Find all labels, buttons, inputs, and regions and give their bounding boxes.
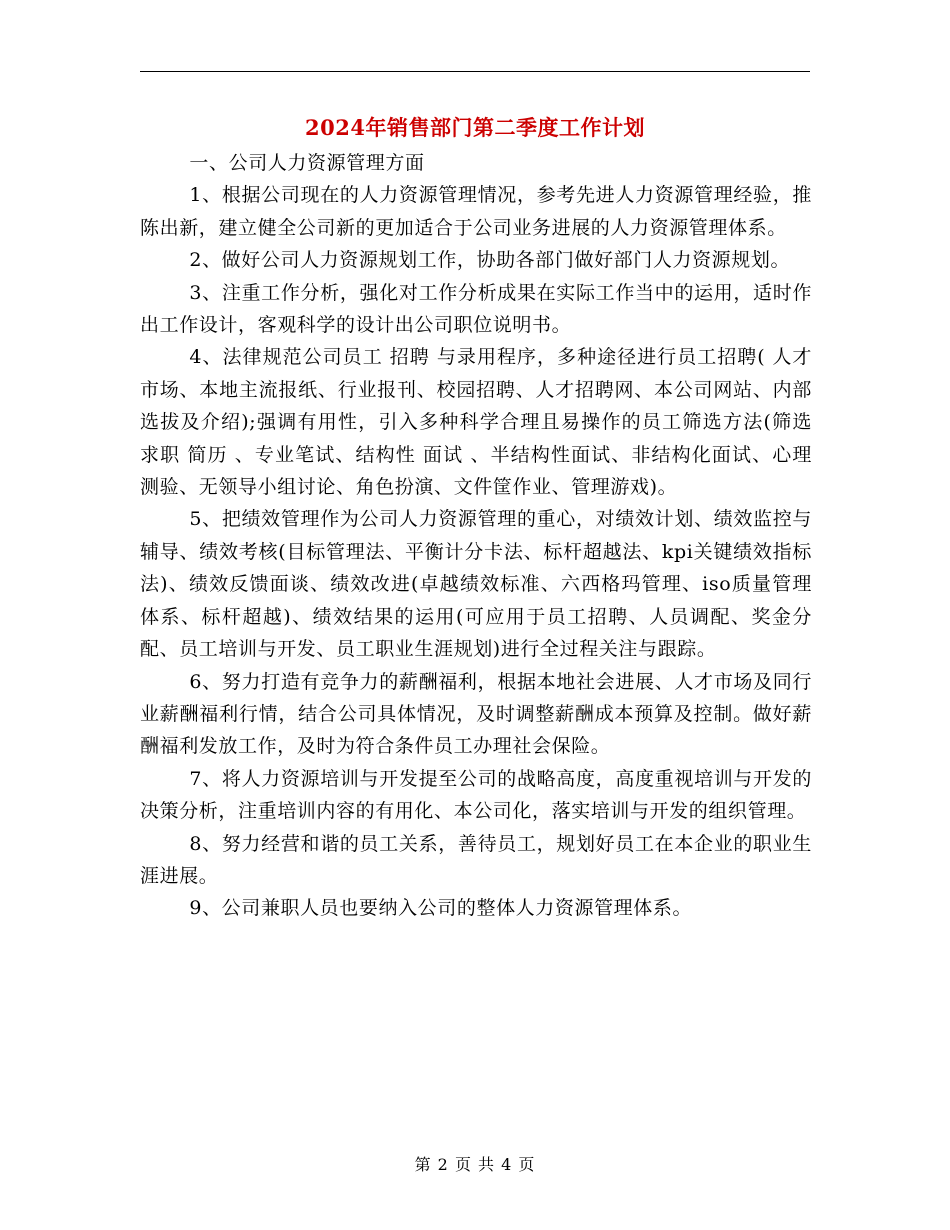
paragraph-4: 4、法律规范公司员工 招聘 与录用程序，多种途径进行员工招聘( 人才 市场、本地主流报纸、行业报刊、校园招聘、人才招聘网、本公司网站、内部选拔及介绍);强调有用性，引入多种科学合理且易操作的员工筛选方法(筛选 求职 简历 、专业笔试、结构性 面试 、半结构性面试、非结构化面试、心理测验、无领导小组讨论、角色扮演、文件筐作业、管理游戏)。 [140, 346, 812, 499]
paragraph-9: 9、公司兼职人员也要纳入公司的整体人力资源管理体系。 [189, 897, 693, 920]
document-body [140, 147, 812, 925]
section-heading-hr: 一、公司人力资源管理方面 [189, 152, 425, 174]
document-title: 2024年销售部门第二季度工作计划 [305, 115, 645, 140]
paragraph-7: 7、将人力资源培训与开发提至公司的战略高度，高度重视培训与开发的决策分析，注重培训内容的有用化、本公司化，落实培训与开发的组织管理。 [140, 767, 812, 823]
paragraph-2: 2、做好公司人力资源规划工作，协助各部门做好部门人力资源规划。 [189, 249, 791, 272]
paragraph-1: 1、根据公司现在的人力资源管理情况，参考先进人力资源管理经验，推陈出新，建立健全公司新的更加适合于公司业务进展的人力资源管理体系。 [140, 184, 812, 239]
header-rule [140, 71, 810, 72]
paragraph-6: 6、努力打造有竞争力的薪酬福利，根据本地社会进展、人才市场及同行业薪酬福利行情，结合公司具体情况，及时调整薪酬成本预算及控制。做好薪酬福利发放工作，及时为符合条件员工办理社会保险。 [140, 670, 812, 758]
page-number: 第 2 页 共 4 页 [414, 1155, 536, 1174]
paragraph-3: 3、注重工作分析，强化对工作分析成果在实际工作当中的运用，适时作出工作设计，客观科学的设计出公司职位说明书。 [140, 281, 812, 337]
paragraph-8: 8、努力经营和谐的员工关系，善待员工，规划好员工在本企业的职业生涯进展。 [140, 832, 812, 887]
paragraph-5: 5、把绩效管理作为公司人力资源管理的重心，对绩效计划、绩效监控与辅导、绩效考核(目标管理法、平衡计分卡法、标杆超越法、kpi关键绩效指标法)、绩效反馈面谈、绩效改进(卓越绩效标准、六西格玛管理、iso质量管理体系、标杆超越)、绩效结果的运用(可应用于员工招聘、人员调配、奖金分配、员工培训与开发、员工职业生涯规划)进行全过程关注与跟踪。 [140, 508, 812, 661]
